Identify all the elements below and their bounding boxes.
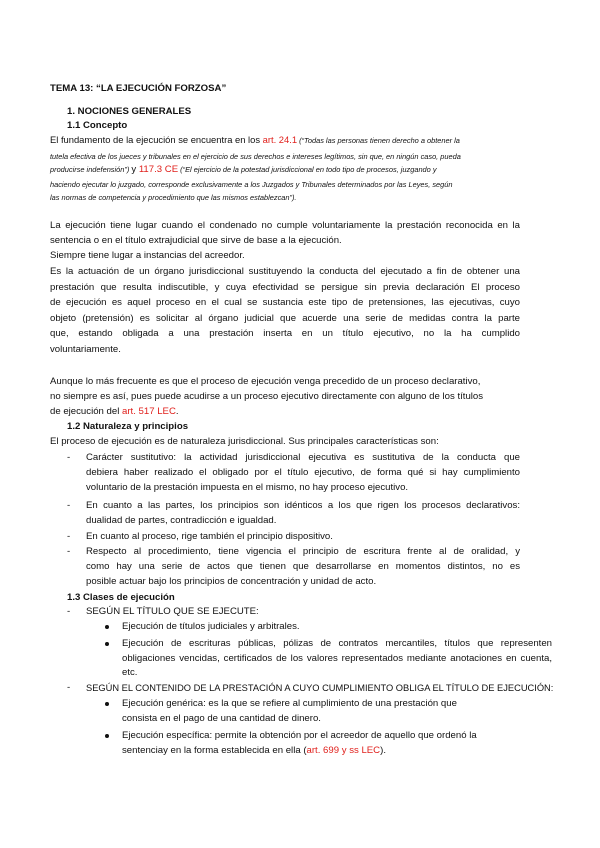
list-item-line: Carácter sustitutivo: la actividad jurisdiccional ejecutiva es sustitutiva de la conducta que <box>86 452 520 463</box>
paragraph-line: no siempre es así, pues puede acudirse a un proceso ejecutivo directamente con alguno de los títulos <box>50 391 484 402</box>
paragraph-line: prestación que resulta indiscutible, y cuya efectividad se persigue sin previa declaración El proceso <box>50 282 520 293</box>
paragraph-line: La ejecución tiene lugar cuando el condenado no cumple voluntariamente la prestación reconocida en la <box>50 220 520 231</box>
subheading-clases: 1.3 Clases de ejecución <box>67 592 175 603</box>
list-item-line: voluntario de la prestación impuesta en el mismo, no hay proceso ejecutivo. <box>86 482 409 493</box>
bullet-dot <box>105 702 109 706</box>
list-heading-titulo: SEGÚN EL TÍTULO QUE SE EJECUTE: <box>86 606 259 617</box>
paragraph-line: voluntariamente. <box>50 344 121 355</box>
reference-art-699: art. 699 y ss LEC <box>306 745 381 756</box>
list-item-line: Respecto al procedimiento, tiene vigencia el principio de escritura frente al de oralidad, y <box>86 546 520 557</box>
list-item-line: Ejecución específica: permite la obtención por el acreedor de aquello que ordenó la <box>122 730 477 741</box>
paragraph-fundamento-line: El fundamento de la ejecución se encuentra en los art. 24.1 (“Todas las personas tienen derecho a obtener la <box>50 134 460 145</box>
dash-marker: - <box>67 682 71 693</box>
reference-art-117-3: 117.3 CE <box>138 164 179 175</box>
quote-line: haciendo ejecutar lo juzgado, corresponde exclusivamente a los Juzgados y Tribunales determinados por las Leyes, según <box>50 180 453 189</box>
list-item-line: Ejecución de escrituras públicas, pólizas de contratos mercantiles, títulos que representen <box>122 638 552 649</box>
quote-line: tutela efectiva de los jueces y tribunales en el ejercicio de sus derechos e intereses legítimos, sin que, en ningún caso, pueda <box>50 152 461 161</box>
list-item-line: sentenciay en la forma establecida en ella (art. 699 y ss LEC). <box>122 745 386 756</box>
subheading-concepto: 1.1 Concepto <box>67 120 128 131</box>
bullet-dot <box>105 734 109 738</box>
list-item-line: Ejecución de títulos judiciales y arbitrales. <box>122 621 300 632</box>
paragraph-line: sentencia o en el título extrajudicial que sirve de base a la ejecución. <box>50 235 342 246</box>
quote-line: producirse indefensión”) y 117.3 CE (“El ejercicio de la potestad jurisdiccional en todo tipo de procesos, juzgando y <box>50 164 437 175</box>
dash-marker: - <box>67 606 71 617</box>
reference-art-517: art. 517 LEC <box>122 406 176 417</box>
paragraph-line: Siempre tiene lugar a instancias del acreedor. <box>50 250 245 261</box>
list-item-line: En cuanto a las partes, los principios son idénticos a los que rigen los procesos declarativos: <box>86 500 520 511</box>
list-item-line: posible actuar bajo los principios de concentración y unidad de acto. <box>86 576 377 587</box>
quote-line: las normas de competencia y procedimiento que las mismos establezcan”). <box>50 193 297 202</box>
document-title: TEMA 13: “LA EJECUCIÓN FORZOSA” <box>50 83 227 94</box>
list-item-line: obligaciones vencidas, certificados de los valores representados mediante anotaciones en cuenta, <box>122 653 552 664</box>
bullet-dot <box>105 642 109 646</box>
dash-marker: - <box>67 531 71 542</box>
list-item-line: debiera haber realizado el obligado por el título ejecutivo, de forma qué si hay cumplimiento <box>86 467 520 478</box>
list-item-line: consista en el pago de una cantidad de dinero. <box>122 713 321 724</box>
list-heading-contenido: SEGÚN EL CONTENIDO DE LA PRESTACIÓN A CUYO CUMPLIMIENTO OBLIGA EL TÍTULO DE EJECUCIÓN: <box>86 683 554 693</box>
dash-marker: - <box>67 500 71 511</box>
paragraph-line: de ejecución es aquel proceso en el cual se sustancia este tipo de pretensiones, las ejecutivas, cuyo <box>50 297 520 308</box>
dash-marker: - <box>67 452 71 463</box>
list-item-line: En cuanto al proceso, rige también el principio dispositivo. <box>86 531 333 542</box>
list-item-line: dualidad de partes, contradicción e igualdad. <box>86 515 277 526</box>
dash-marker: - <box>67 546 71 557</box>
list-item-line: etc. <box>122 667 138 678</box>
paragraph-line: Aunque lo más frecuente es que el proceso de ejecución venga precedido de un proceso declarativo, <box>50 376 481 387</box>
reference-art-24-1: art. 24.1 <box>262 134 298 145</box>
paragraph-line: El proceso de ejecución es de naturaleza jurisdiccional. Sus principales características son: <box>50 436 439 447</box>
section-heading-nociones: 1. NOCIONES GENERALES <box>67 106 192 117</box>
subheading-naturaleza: 1.2 Naturaleza y principios <box>67 421 189 432</box>
list-item-line: Ejecución genérica: es la que se refiere al cumplimiento de una prestación que <box>122 698 457 709</box>
paragraph-line: Es la actuación de un órgano jurisdiccional sustituyendo la conducta del ejecutado a fin de obtener una <box>50 266 520 277</box>
paragraph-line: objeto (pretensión) es solicitar al órgano judicial que acuerde una serie de medidas contra la parte <box>50 313 520 324</box>
list-item-line: como hay una serie de actos que tienen que desarrollarse en momentos distintos, no es <box>86 561 520 572</box>
bullet-dot <box>105 625 109 629</box>
paragraph-line: de ejecución del art. 517 LEC. <box>50 406 179 417</box>
paragraph-line: que, estando obligada a una prestación inserta en un título ejecutivo, no la ha cumplido <box>50 328 520 339</box>
